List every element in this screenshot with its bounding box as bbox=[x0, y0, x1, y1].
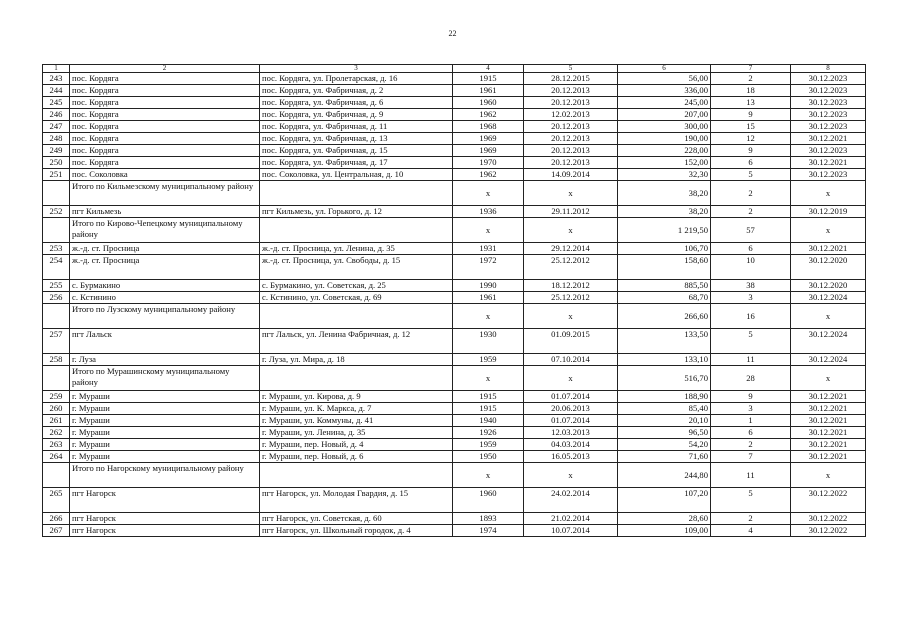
area-cell: 38,20 bbox=[618, 181, 711, 206]
settlement-cell: с. Кстинино bbox=[70, 292, 260, 304]
row-number bbox=[43, 463, 70, 488]
table-row bbox=[43, 73, 866, 85]
deadline-cell: 30.12.2021 bbox=[791, 157, 866, 169]
count-cell: 1 bbox=[711, 415, 791, 427]
register-body bbox=[43, 73, 866, 537]
column-number: 3 bbox=[260, 65, 453, 73]
year-cell: 1930 bbox=[453, 329, 524, 354]
year-cell: x bbox=[453, 463, 524, 488]
address-cell: г. Луза, ул. Мира, д. 18 bbox=[260, 354, 453, 366]
address-cell bbox=[260, 366, 453, 391]
count-cell: 11 bbox=[711, 463, 791, 488]
date-cell: 01.07.2014 bbox=[524, 415, 618, 427]
area-cell: 190,00 bbox=[618, 133, 711, 145]
count-cell: 28 bbox=[711, 366, 791, 391]
row-number: 262 bbox=[43, 427, 70, 439]
column-number: 4 bbox=[453, 65, 524, 73]
year-cell: 1950 bbox=[453, 451, 524, 463]
date-cell: 01.07.2014 bbox=[524, 391, 618, 403]
area-cell: 266,60 bbox=[618, 304, 711, 329]
area-cell: 516,70 bbox=[618, 366, 711, 391]
address-cell: пгт Нагорск, ул. Советская, д. 60 bbox=[260, 513, 453, 525]
count-cell: 16 bbox=[711, 304, 791, 329]
address-cell: г. Мураши, ул. Ленина, д. 35 bbox=[260, 427, 453, 439]
settlement-cell: пос. Кордяга bbox=[70, 97, 260, 109]
address-cell bbox=[260, 463, 453, 488]
column-number: 5 bbox=[524, 65, 618, 73]
table-row bbox=[43, 206, 866, 218]
row-number: 250 bbox=[43, 157, 70, 169]
date-cell: 12.02.2013 bbox=[524, 109, 618, 121]
row-number bbox=[43, 181, 70, 206]
address-cell: пгт Лальск, ул. Ленина Фабричная, д. 12 bbox=[260, 329, 453, 354]
deadline-cell: 30.12.2024 bbox=[791, 354, 866, 366]
row-number: 246 bbox=[43, 109, 70, 121]
area-cell: 885,50 bbox=[618, 280, 711, 292]
count-cell: 3 bbox=[711, 292, 791, 304]
settlement-cell: пос. Кордяга bbox=[70, 157, 260, 169]
settlement-cell: пгт Нагорск bbox=[70, 513, 260, 525]
year-cell: 1931 bbox=[453, 243, 524, 255]
deadline-cell: 30.12.2023 bbox=[791, 109, 866, 121]
row-number: 257 bbox=[43, 329, 70, 354]
settlement-cell: Итого по Лузскому муниципальному району bbox=[70, 304, 260, 329]
address-cell: пос. Кордяга, ул. Фабричная, д. 15 bbox=[260, 145, 453, 157]
address-cell: г. Мураши, ул. Кирова, д. 9 bbox=[260, 391, 453, 403]
table-row bbox=[43, 439, 866, 451]
area-cell: 109,00 bbox=[618, 525, 711, 537]
year-cell: 1915 bbox=[453, 391, 524, 403]
area-cell: 38,20 bbox=[618, 206, 711, 218]
year-cell: 1959 bbox=[453, 439, 524, 451]
date-cell: 12.03.2013 bbox=[524, 427, 618, 439]
area-cell: 107,20 bbox=[618, 488, 711, 513]
subtotal-row bbox=[43, 366, 866, 391]
year-cell: x bbox=[453, 304, 524, 329]
table-row bbox=[43, 243, 866, 255]
count-cell: 38 bbox=[711, 280, 791, 292]
count-cell: 9 bbox=[711, 391, 791, 403]
row-number: 245 bbox=[43, 97, 70, 109]
settlement-cell: пгт Кильмезь bbox=[70, 206, 260, 218]
year-cell: 1936 bbox=[453, 206, 524, 218]
count-cell: 9 bbox=[711, 145, 791, 157]
date-cell: 18.12.2012 bbox=[524, 280, 618, 292]
address-cell: пос. Кордяга, ул. Фабричная, д. 6 bbox=[260, 97, 453, 109]
row-number: 259 bbox=[43, 391, 70, 403]
count-cell: 57 bbox=[711, 218, 791, 243]
deadline-cell: 30.12.2024 bbox=[791, 329, 866, 354]
address-cell: пос. Кордяга, ул. Фабричная, д. 11 bbox=[260, 121, 453, 133]
address-cell: г. Мураши, ул. Коммуны, д. 41 bbox=[260, 415, 453, 427]
date-cell: 20.12.2013 bbox=[524, 133, 618, 145]
area-cell: 245,00 bbox=[618, 97, 711, 109]
row-number: 261 bbox=[43, 415, 70, 427]
table-row bbox=[43, 97, 866, 109]
table-row bbox=[43, 157, 866, 169]
count-cell: 6 bbox=[711, 427, 791, 439]
deadline-cell: x bbox=[791, 304, 866, 329]
deadline-cell: 30.12.2021 bbox=[791, 415, 866, 427]
deadline-cell: 30.12.2023 bbox=[791, 145, 866, 157]
date-cell: 20.12.2013 bbox=[524, 157, 618, 169]
settlement-cell: г. Мураши bbox=[70, 427, 260, 439]
area-cell: 28,60 bbox=[618, 513, 711, 525]
date-cell: 20.06.2013 bbox=[524, 403, 618, 415]
address-cell: пос. Кордяга, ул. Фабричная, д. 9 bbox=[260, 109, 453, 121]
area-cell: 244,80 bbox=[618, 463, 711, 488]
row-number: 248 bbox=[43, 133, 70, 145]
deadline-cell: 30.12.2021 bbox=[791, 427, 866, 439]
date-cell: 01.09.2015 bbox=[524, 329, 618, 354]
address-cell: пгт Нагорск, ул. Школьный городок, д. 4 bbox=[260, 525, 453, 537]
address-cell: с. Бурмакино, ул. Советская, д. 25 bbox=[260, 280, 453, 292]
settlement-cell: пос. Кордяга bbox=[70, 109, 260, 121]
year-cell: 1968 bbox=[453, 121, 524, 133]
column-number-row bbox=[43, 65, 866, 73]
settlement-cell: пос. Кордяга bbox=[70, 145, 260, 157]
settlement-cell: пгт Нагорск bbox=[70, 525, 260, 537]
row-number: 256 bbox=[43, 292, 70, 304]
address-cell: пос. Кордяга, ул. Фабричная, д. 13 bbox=[260, 133, 453, 145]
table-row bbox=[43, 403, 866, 415]
date-cell: 20.12.2013 bbox=[524, 85, 618, 97]
table-row bbox=[43, 488, 866, 513]
row-number bbox=[43, 304, 70, 329]
count-cell: 5 bbox=[711, 488, 791, 513]
row-number: 251 bbox=[43, 169, 70, 181]
settlement-cell: ж.-д. ст. Просница bbox=[70, 255, 260, 280]
deadline-cell: 30.12.2024 bbox=[791, 292, 866, 304]
settlement-cell: г. Мураши bbox=[70, 415, 260, 427]
settlement-cell: Итого по Нагорскому муниципальному району bbox=[70, 463, 260, 488]
deadline-cell: 30.12.2022 bbox=[791, 488, 866, 513]
column-number: 1 bbox=[43, 65, 70, 73]
area-cell: 32,30 bbox=[618, 169, 711, 181]
date-cell: x bbox=[524, 463, 618, 488]
deadline-cell: 30.12.2023 bbox=[791, 73, 866, 85]
area-cell: 54,20 bbox=[618, 439, 711, 451]
date-cell: 25.12.2012 bbox=[524, 292, 618, 304]
area-cell: 71,60 bbox=[618, 451, 711, 463]
row-number: 247 bbox=[43, 121, 70, 133]
count-cell: 3 bbox=[711, 403, 791, 415]
address-cell: пос. Соколовка, ул. Центральная, д. 10 bbox=[260, 169, 453, 181]
date-cell: 20.12.2013 bbox=[524, 97, 618, 109]
row-number: 244 bbox=[43, 85, 70, 97]
settlement-cell: пгт Нагорск bbox=[70, 488, 260, 513]
column-number: 7 bbox=[711, 65, 791, 73]
table-row bbox=[43, 513, 866, 525]
year-cell: 1962 bbox=[453, 169, 524, 181]
settlement-cell: Итого по Кильмезскому муниципальному району bbox=[70, 181, 260, 206]
area-cell: 56,00 bbox=[618, 73, 711, 85]
year-cell: 1962 bbox=[453, 109, 524, 121]
table-row bbox=[43, 451, 866, 463]
count-cell: 2 bbox=[711, 439, 791, 451]
year-cell: 1915 bbox=[453, 403, 524, 415]
year-cell: x bbox=[453, 181, 524, 206]
deadline-cell: x bbox=[791, 463, 866, 488]
date-cell: 21.02.2014 bbox=[524, 513, 618, 525]
settlement-cell: пос. Кордяга bbox=[70, 133, 260, 145]
settlement-cell: пгт Лальск bbox=[70, 329, 260, 354]
table-row bbox=[43, 133, 866, 145]
count-cell: 7 bbox=[711, 451, 791, 463]
year-cell: 1893 bbox=[453, 513, 524, 525]
table-row bbox=[43, 109, 866, 121]
area-cell: 68,70 bbox=[618, 292, 711, 304]
table-row bbox=[43, 427, 866, 439]
row-number: 252 bbox=[43, 206, 70, 218]
column-number: 2 bbox=[70, 65, 260, 73]
table-row bbox=[43, 85, 866, 97]
row-number: 266 bbox=[43, 513, 70, 525]
address-cell: пос. Кордяга, ул. Фабричная, д. 17 bbox=[260, 157, 453, 169]
address-cell: ж.-д. ст. Просница, ул. Ленина, д. 35 bbox=[260, 243, 453, 255]
settlement-cell: пос. Кордяга bbox=[70, 73, 260, 85]
settlement-cell: г. Мураши bbox=[70, 391, 260, 403]
area-cell: 188,90 bbox=[618, 391, 711, 403]
column-number: 8 bbox=[791, 65, 866, 73]
deadline-cell: 30.12.2021 bbox=[791, 439, 866, 451]
address-cell bbox=[260, 218, 453, 243]
area-cell: 152,00 bbox=[618, 157, 711, 169]
table-row bbox=[43, 354, 866, 366]
address-cell: пгт Кильмезь, ул. Горького, д. 12 bbox=[260, 206, 453, 218]
count-cell: 6 bbox=[711, 157, 791, 169]
deadline-cell: x bbox=[791, 181, 866, 206]
date-cell: 10.07.2014 bbox=[524, 525, 618, 537]
table-row bbox=[43, 169, 866, 181]
count-cell: 2 bbox=[711, 181, 791, 206]
deadline-cell: 30.12.2022 bbox=[791, 525, 866, 537]
date-cell: 16.05.2013 bbox=[524, 451, 618, 463]
count-cell: 6 bbox=[711, 243, 791, 255]
subtotal-row bbox=[43, 181, 866, 206]
column-number: 6 bbox=[618, 65, 711, 73]
count-cell: 5 bbox=[711, 329, 791, 354]
area-cell: 228,00 bbox=[618, 145, 711, 157]
row-number: 263 bbox=[43, 439, 70, 451]
table-row bbox=[43, 391, 866, 403]
deadline-cell: 30.12.2021 bbox=[791, 403, 866, 415]
area-cell: 133,50 bbox=[618, 329, 711, 354]
year-cell: 1959 bbox=[453, 354, 524, 366]
deadline-cell: x bbox=[791, 218, 866, 243]
table-row bbox=[43, 255, 866, 280]
date-cell: x bbox=[524, 181, 618, 206]
deadline-cell: 30.12.2022 bbox=[791, 513, 866, 525]
year-cell: 1940 bbox=[453, 415, 524, 427]
area-cell: 85,40 bbox=[618, 403, 711, 415]
settlement-cell: Итого по Кирово-Чепецкому муниципальному району bbox=[70, 218, 260, 243]
area-cell: 158,60 bbox=[618, 255, 711, 280]
area-cell: 133,10 bbox=[618, 354, 711, 366]
year-cell: 1972 bbox=[453, 255, 524, 280]
register-table bbox=[42, 64, 866, 537]
address-cell: ж.-д. ст. Просница, ул. Свободы, д. 15 bbox=[260, 255, 453, 280]
row-number: 253 bbox=[43, 243, 70, 255]
subtotal-row bbox=[43, 304, 866, 329]
area-cell: 336,00 bbox=[618, 85, 711, 97]
subtotal-row bbox=[43, 218, 866, 243]
row-number bbox=[43, 366, 70, 391]
count-cell: 15 bbox=[711, 121, 791, 133]
year-cell: 1960 bbox=[453, 488, 524, 513]
row-number: 264 bbox=[43, 451, 70, 463]
year-cell: 1915 bbox=[453, 73, 524, 85]
subtotal-row bbox=[43, 463, 866, 488]
row-number bbox=[43, 218, 70, 243]
date-cell: 04.03.2014 bbox=[524, 439, 618, 451]
row-number: 243 bbox=[43, 73, 70, 85]
deadline-cell: 30.12.2021 bbox=[791, 451, 866, 463]
deadline-cell: 30.12.2023 bbox=[791, 85, 866, 97]
settlement-cell: г. Мураши bbox=[70, 439, 260, 451]
settlement-cell: г. Мураши bbox=[70, 403, 260, 415]
year-cell: 1974 bbox=[453, 525, 524, 537]
settlement-cell: ж.-д. ст. Просница bbox=[70, 243, 260, 255]
date-cell: 20.12.2013 bbox=[524, 121, 618, 133]
address-cell: пгт Нагорск, ул. Молодая Гвардия, д. 15 bbox=[260, 488, 453, 513]
count-cell: 11 bbox=[711, 354, 791, 366]
count-cell: 18 bbox=[711, 85, 791, 97]
address-cell bbox=[260, 304, 453, 329]
area-cell: 106,70 bbox=[618, 243, 711, 255]
deadline-cell: 30.12.2023 bbox=[791, 121, 866, 133]
date-cell: x bbox=[524, 304, 618, 329]
address-cell: г. Мураши, ул. К. Маркса, д. 7 bbox=[260, 403, 453, 415]
address-cell: г. Мураши, пер. Новый, д. 6 bbox=[260, 451, 453, 463]
deadline-cell: 30.12.2021 bbox=[791, 133, 866, 145]
count-cell: 10 bbox=[711, 255, 791, 280]
date-cell: 24.02.2014 bbox=[524, 488, 618, 513]
address-cell: с. Кстинино, ул. Советская, д. 69 bbox=[260, 292, 453, 304]
year-cell: 1990 bbox=[453, 280, 524, 292]
table-row bbox=[43, 121, 866, 133]
settlement-cell: Итого по Мурашинскому муниципальному району bbox=[70, 366, 260, 391]
area-cell: 20,10 bbox=[618, 415, 711, 427]
count-cell: 12 bbox=[711, 133, 791, 145]
settlement-cell: пос. Кордяга bbox=[70, 121, 260, 133]
count-cell: 4 bbox=[711, 525, 791, 537]
row-number: 258 bbox=[43, 354, 70, 366]
date-cell: 29.12.2014 bbox=[524, 243, 618, 255]
deadline-cell: 30.12.2020 bbox=[791, 255, 866, 280]
count-cell: 2 bbox=[711, 73, 791, 85]
count-cell: 2 bbox=[711, 206, 791, 218]
count-cell: 9 bbox=[711, 109, 791, 121]
count-cell: 2 bbox=[711, 513, 791, 525]
table-row bbox=[43, 280, 866, 292]
area-cell: 96,50 bbox=[618, 427, 711, 439]
address-cell: г. Мураши, пер. Новый, д. 4 bbox=[260, 439, 453, 451]
row-number: 249 bbox=[43, 145, 70, 157]
year-cell: 1969 bbox=[453, 145, 524, 157]
address-cell: пос. Кордяга, ул. Пролетарская, д. 16 bbox=[260, 73, 453, 85]
deadline-cell: 30.12.2023 bbox=[791, 97, 866, 109]
table-row bbox=[43, 525, 866, 537]
table-row bbox=[43, 415, 866, 427]
date-cell: 25.12.2012 bbox=[524, 255, 618, 280]
date-cell: x bbox=[524, 366, 618, 391]
address-cell: пос. Кордяга, ул. Фабричная, д. 2 bbox=[260, 85, 453, 97]
row-number: 265 bbox=[43, 488, 70, 513]
row-number: 255 bbox=[43, 280, 70, 292]
date-cell: 28.12.2015 bbox=[524, 73, 618, 85]
year-cell: 1961 bbox=[453, 292, 524, 304]
settlement-cell: пос. Кордяга bbox=[70, 85, 260, 97]
deadline-cell: x bbox=[791, 366, 866, 391]
settlement-cell: с. Бурмакино bbox=[70, 280, 260, 292]
area-cell: 207,00 bbox=[618, 109, 711, 121]
settlement-cell: г. Луза bbox=[70, 354, 260, 366]
date-cell: x bbox=[524, 218, 618, 243]
year-cell: x bbox=[453, 218, 524, 243]
year-cell: 1969 bbox=[453, 133, 524, 145]
year-cell: 1926 bbox=[453, 427, 524, 439]
table-row bbox=[43, 329, 866, 354]
table-row bbox=[43, 145, 866, 157]
row-number: 254 bbox=[43, 255, 70, 280]
count-cell: 13 bbox=[711, 97, 791, 109]
count-cell: 5 bbox=[711, 169, 791, 181]
date-cell: 29.11.2012 bbox=[524, 206, 618, 218]
deadline-cell: 30.12.2020 bbox=[791, 280, 866, 292]
date-cell: 20.12.2013 bbox=[524, 145, 618, 157]
table-row bbox=[43, 292, 866, 304]
row-number: 260 bbox=[43, 403, 70, 415]
date-cell: 07.10.2014 bbox=[524, 354, 618, 366]
area-cell: 1 219,50 bbox=[618, 218, 711, 243]
date-cell: 14.09.2014 bbox=[524, 169, 618, 181]
deadline-cell: 30.12.2021 bbox=[791, 391, 866, 403]
deadline-cell: 30.12.2019 bbox=[791, 206, 866, 218]
year-cell: 1961 bbox=[453, 85, 524, 97]
settlement-cell: пос. Соколовка bbox=[70, 169, 260, 181]
page-number: 22 bbox=[448, 29, 457, 38]
deadline-cell: 30.12.2023 bbox=[791, 169, 866, 181]
year-cell: x bbox=[453, 366, 524, 391]
year-cell: 1960 bbox=[453, 97, 524, 109]
settlement-cell: г. Мураши bbox=[70, 451, 260, 463]
address-cell bbox=[260, 181, 453, 206]
area-cell: 300,00 bbox=[618, 121, 711, 133]
row-number: 267 bbox=[43, 525, 70, 537]
year-cell: 1970 bbox=[453, 157, 524, 169]
deadline-cell: 30.12.2021 bbox=[791, 243, 866, 255]
